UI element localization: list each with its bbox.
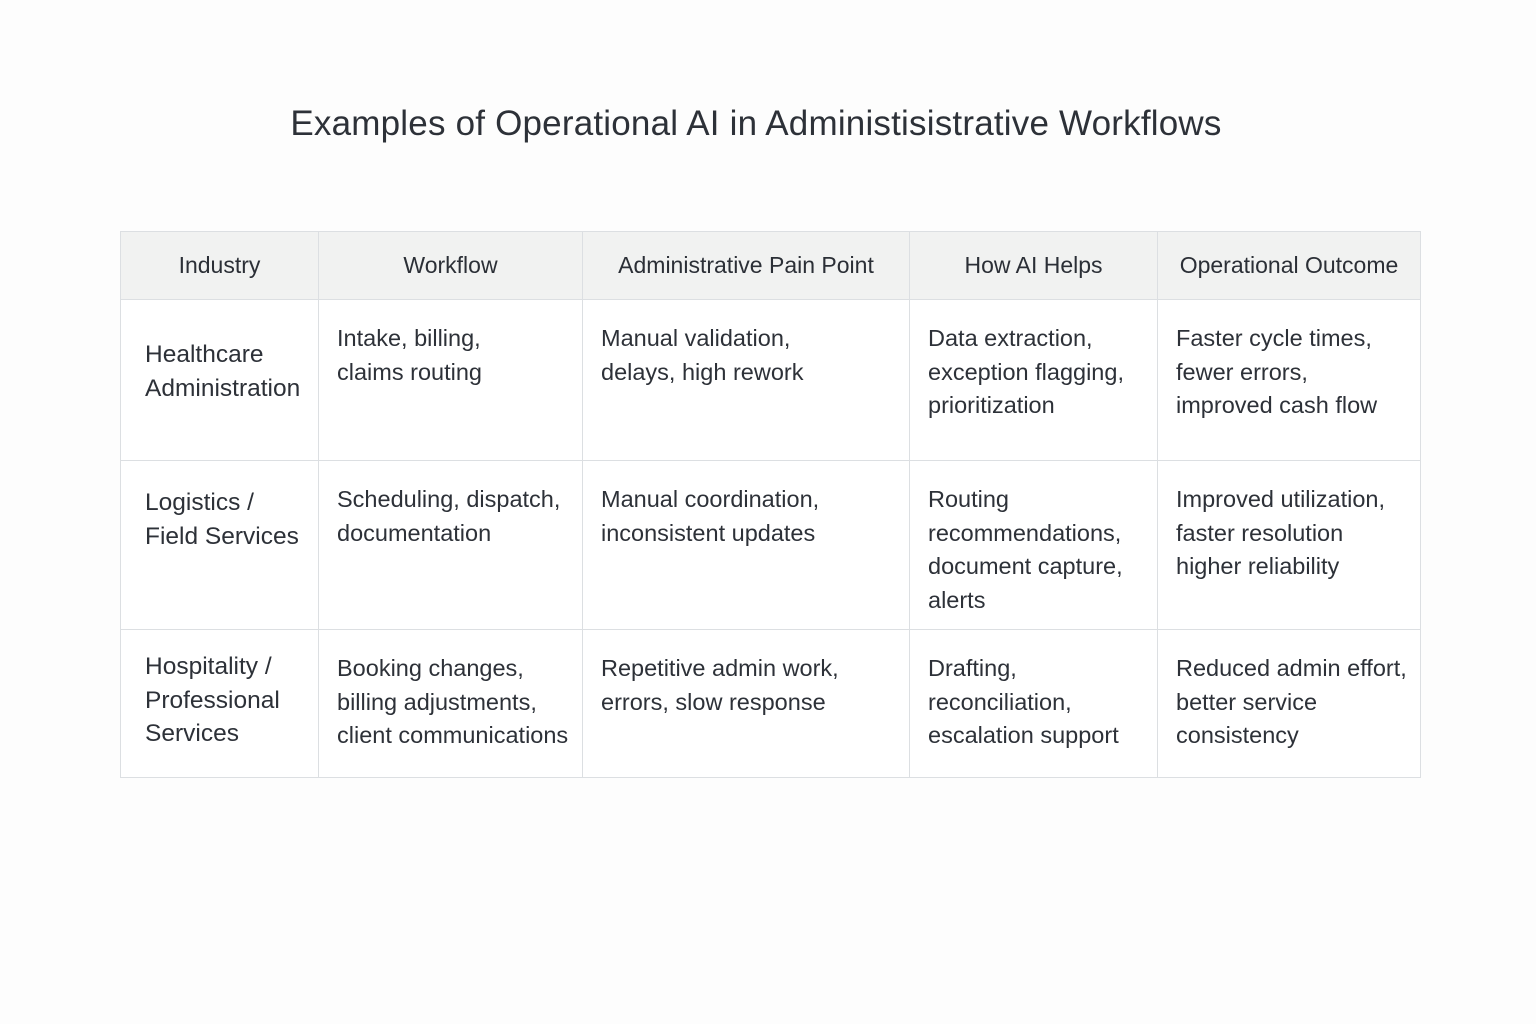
cell-line: Drafting, bbox=[928, 655, 1017, 681]
cell-line: Professional bbox=[145, 686, 280, 714]
cell-line: prioritization bbox=[928, 392, 1055, 418]
column-header-outcome: Operational Outcome bbox=[1158, 232, 1421, 300]
cell-line: alerts bbox=[928, 586, 986, 613]
cell-line: fewer errors, bbox=[1176, 358, 1308, 385]
cell-line: higher reliability bbox=[1176, 553, 1340, 579]
cell-line: Field Services bbox=[145, 522, 299, 550]
cell-line: Routing bbox=[928, 486, 1009, 512]
cell-line: Improved utilization, bbox=[1176, 486, 1385, 512]
column-header-how-ai-helps: How AI Helps bbox=[910, 232, 1158, 300]
cell-line: Hospitality / bbox=[145, 653, 272, 680]
cell-line: faster resolution bbox=[1176, 519, 1344, 546]
cell-line: recommendations, bbox=[928, 519, 1122, 546]
cell-line: Services bbox=[145, 720, 239, 747]
table-row bbox=[121, 300, 1421, 461]
cell-line: Booking changes, bbox=[337, 655, 524, 681]
cell-line: inconsistent updates bbox=[601, 519, 816, 546]
industry-cell bbox=[121, 461, 319, 630]
cell-line: better service bbox=[1176, 688, 1318, 715]
cell-line: Manual validation, bbox=[601, 325, 791, 351]
operational-ai-table bbox=[120, 231, 1421, 778]
cell-line: exception flagging, bbox=[928, 358, 1124, 385]
column-header-industry: Industry bbox=[121, 232, 319, 300]
cell-line: escalation support bbox=[928, 722, 1119, 748]
industry-cell bbox=[121, 300, 319, 461]
outcome-cell bbox=[1158, 461, 1421, 630]
workflow-cell bbox=[319, 630, 583, 778]
table-row bbox=[121, 630, 1421, 778]
outcome-cell bbox=[1158, 630, 1421, 778]
pain-point-cell bbox=[583, 630, 910, 778]
table-row bbox=[121, 461, 1421, 630]
cell-line: client communications bbox=[337, 722, 569, 748]
cell-line: Logistics / bbox=[145, 489, 254, 516]
workflow-cell bbox=[319, 461, 583, 630]
pain-point-cell bbox=[583, 300, 910, 461]
column-header-pain-point: Administrative Pain Point bbox=[583, 232, 910, 300]
cell-line: delays, high rework bbox=[601, 358, 804, 385]
cell-line: improved cash flow bbox=[1176, 392, 1378, 418]
cell-line: billing adjustments, bbox=[337, 688, 537, 715]
table-header-row bbox=[121, 232, 1421, 300]
cell-line: Intake, billing, bbox=[337, 325, 481, 351]
cell-line: reconciliation, bbox=[928, 688, 1072, 715]
cell-line: claims routing bbox=[337, 358, 482, 385]
cell-line: Faster cycle times, bbox=[1176, 325, 1372, 351]
cell-line: Reduced admin effort, bbox=[1176, 655, 1407, 681]
cell-line: Healthcare bbox=[145, 341, 264, 368]
cell-line: Scheduling, dispatch, bbox=[337, 486, 561, 512]
column-header-workflow: Workflow bbox=[319, 232, 583, 300]
cell-line: Manual coordination, bbox=[601, 486, 820, 512]
cell-line: Administration bbox=[145, 374, 301, 402]
page-title: Examples of Operational AI in Administisistrative Workflows bbox=[290, 104, 1222, 143]
workflow-cell bbox=[319, 300, 583, 461]
how-ai-helps-cell bbox=[910, 300, 1158, 461]
cell-line: consistency bbox=[1176, 722, 1299, 748]
cell-line: documentation bbox=[337, 519, 492, 546]
how-ai-helps-cell bbox=[910, 461, 1158, 630]
cell-line: Data extraction, bbox=[928, 325, 1093, 351]
industry-cell bbox=[121, 630, 319, 778]
pain-point-cell bbox=[583, 461, 910, 630]
cell-line: Repetitive admin work, bbox=[601, 655, 839, 681]
cell-line: document capture, bbox=[928, 553, 1123, 579]
outcome-cell bbox=[1158, 300, 1421, 461]
cell-line: errors, slow response bbox=[601, 688, 826, 715]
how-ai-helps-cell bbox=[910, 630, 1158, 778]
